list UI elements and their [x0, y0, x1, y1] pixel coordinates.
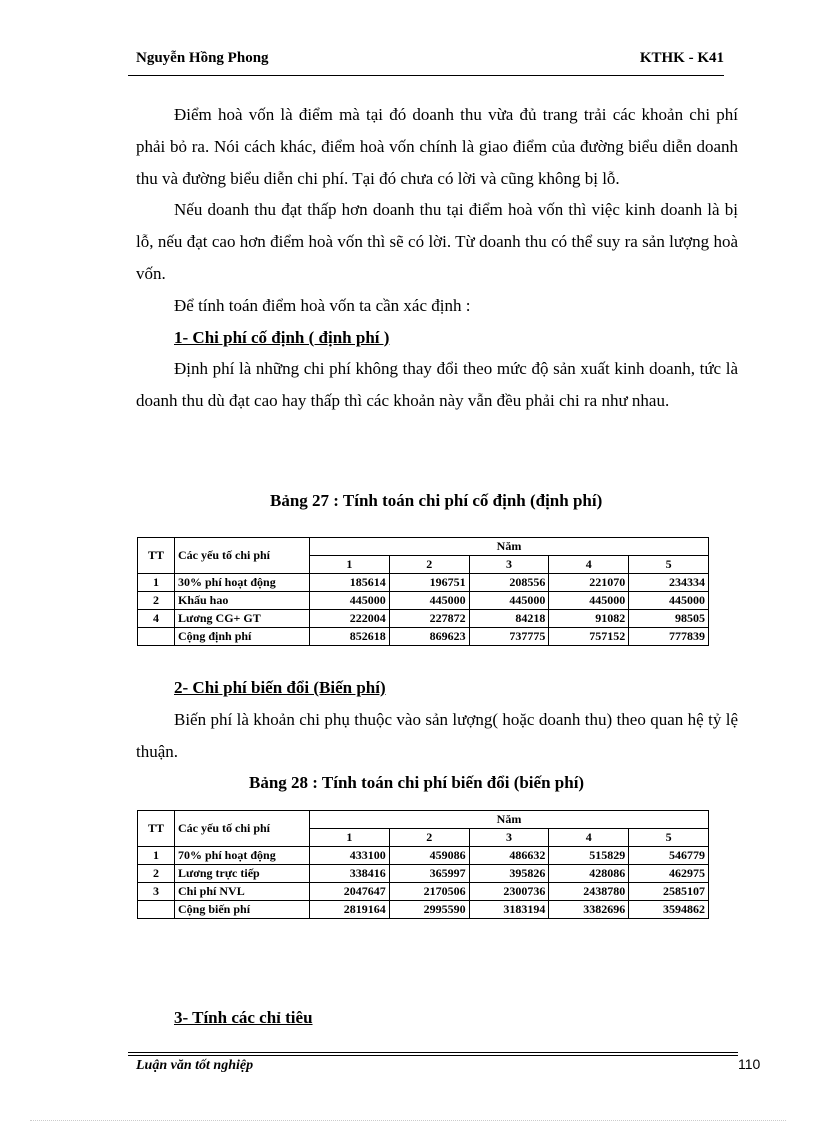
- row-value: 777839: [629, 628, 709, 646]
- section3-heading: 3- Tính các chỉ tiêu: [174, 1008, 313, 1027]
- row-tt: [138, 628, 175, 646]
- row-value: 546779: [629, 847, 709, 865]
- table-row-total: [138, 628, 709, 646]
- row-value: 3382696: [549, 901, 629, 919]
- row-name: Lương CG+ GT: [175, 610, 310, 628]
- class-code: KTHK - K41: [639, 50, 724, 66]
- row-value: 428086: [549, 865, 629, 883]
- table27-year: 3: [469, 556, 549, 574]
- table28-year: 3: [469, 829, 549, 847]
- section3: [136, 1002, 738, 1034]
- section2: [136, 672, 738, 767]
- table-row: [138, 847, 709, 865]
- table28-caption: Bảng 28 : Tính toán chi phí biến đổi (biến phí): [249, 773, 585, 792]
- paragraph-loss-profit: Nếu doanh thu đạt thấp hơn doanh thu tại điểm hoà vốn thì việc kinh doanh là bị lỗ, nếu đạt cao hơn điểm hoà vốn thì sẽ có lời. Từ doanh thu có thể suy ra sản lượng hoà vốn.: [136, 200, 738, 283]
- table27-caption: Bảng 27 : Tính toán chi phí cố định (định phí): [270, 491, 603, 510]
- table28-header-year: Năm: [310, 811, 709, 829]
- row-value: 737775: [469, 628, 549, 646]
- paragraph-requirements: Để tính toán điểm hoà vốn ta cần xác định :: [174, 295, 471, 315]
- table28-year: 2: [389, 829, 469, 847]
- table-row: [138, 865, 709, 883]
- section1-text: Định phí là những chi phí không thay đổi theo mức độ sản xuất kinh doanh, tức là doanh thu dù đạt cao hay thấp thì các khoản này vẫn đều phải chi ra như nhau.: [136, 359, 738, 411]
- table28-year: 1: [310, 829, 390, 847]
- row-value: 462975: [629, 865, 709, 883]
- row-tt: 1: [138, 574, 175, 592]
- row-value: 445000: [469, 592, 549, 610]
- section2-text: Biến phí là khoản chi phụ thuộc vào sản lượng( hoặc doanh thu) theo quan hệ tỷ lệ thuận.: [136, 709, 738, 761]
- row-value: 515829: [549, 847, 629, 865]
- row-value: 757152: [549, 628, 629, 646]
- row-value: 234334: [629, 574, 709, 592]
- row-tt: 2: [138, 592, 175, 610]
- row-value: 486632: [469, 847, 549, 865]
- row-value: 395826: [469, 865, 549, 883]
- row-value: 869623: [389, 628, 469, 646]
- header-rule: [128, 75, 724, 76]
- row-tt: [138, 901, 175, 919]
- row-name: 30% phí hoạt động: [175, 574, 310, 592]
- row-name: 70% phí hoạt động: [175, 847, 310, 865]
- row-value: 445000: [310, 592, 390, 610]
- footer-rule-thin: [128, 1055, 738, 1056]
- row-value: 338416: [310, 865, 390, 883]
- page-number: 110: [738, 1056, 761, 1072]
- row-value: 433100: [310, 847, 390, 865]
- row-value: 852618: [310, 628, 390, 646]
- row-value: 208556: [469, 574, 549, 592]
- row-tt: 2: [138, 865, 175, 883]
- table27-header-name: Các yếu tố chi phí: [175, 538, 310, 574]
- footer-rule: [128, 1052, 738, 1053]
- table27-year: 5: [629, 556, 709, 574]
- table27: [137, 537, 709, 646]
- intro-section: [136, 99, 738, 417]
- row-tt: 3: [138, 883, 175, 901]
- section1-heading: 1- Chi phí cố định ( định phí ): [174, 327, 390, 347]
- row-value: 2819164: [310, 901, 390, 919]
- row-value: 185614: [310, 574, 390, 592]
- row-name: Chi phí NVL: [175, 883, 310, 901]
- table27-header-tt: TT: [138, 538, 175, 574]
- page-edge-divider: [30, 1120, 786, 1121]
- table-row: [138, 610, 709, 628]
- table28-header-name: Các yếu tố chi phí: [175, 811, 310, 847]
- row-name: Cộng định phí: [175, 628, 310, 646]
- row-value: 3183194: [469, 901, 549, 919]
- row-value: 98505: [629, 610, 709, 628]
- row-tt: 4: [138, 610, 175, 628]
- row-name: Cộng biến phí: [175, 901, 310, 919]
- table-row: [138, 592, 709, 610]
- section2-heading: 2- Chi phí biến đổi (Biến phí): [174, 678, 386, 697]
- row-value: 2438780: [549, 883, 629, 901]
- row-name: Lương trực tiếp: [175, 865, 310, 883]
- row-value: 222004: [310, 610, 390, 628]
- row-value: 2300736: [469, 883, 549, 901]
- table-row-total: [138, 901, 709, 919]
- row-value: 365997: [389, 865, 469, 883]
- row-value: 459086: [389, 847, 469, 865]
- author-name: Nguyễn Hồng Phong: [136, 50, 269, 66]
- row-value: 445000: [629, 592, 709, 610]
- row-value: 2047647: [310, 883, 390, 901]
- table28: [137, 810, 709, 919]
- table27-year: 4: [549, 556, 629, 574]
- table28-year: 4: [549, 829, 629, 847]
- paragraph-break-even-definition: Điểm hoà vốn là điểm mà tại đó doanh thu vừa đủ trang trải các khoản chi phí phải bỏ ra. Nói cách khác, điểm hoà vốn chính là giao điểm của đường biểu diễn doanh thu và đường biểu diễn chi phí. Tại đó chưa có lời và cũng không bị lỗ.: [136, 105, 738, 188]
- table27-year: 1: [310, 556, 390, 574]
- row-value: 196751: [389, 574, 469, 592]
- table-row: [138, 883, 709, 901]
- row-name: Khấu hao: [175, 592, 310, 610]
- row-value: 227872: [389, 610, 469, 628]
- table-row: [138, 574, 709, 592]
- row-value: 91082: [549, 610, 629, 628]
- row-value: 2585107: [629, 883, 709, 901]
- row-value: 84218: [469, 610, 549, 628]
- row-value: 2995590: [389, 901, 469, 919]
- table28-header-tt: TT: [138, 811, 175, 847]
- row-value: 445000: [389, 592, 469, 610]
- row-value: 221070: [549, 574, 629, 592]
- table27-year: 2: [389, 556, 469, 574]
- footer-title: Luận văn tốt nghiệp: [136, 1058, 254, 1073]
- row-tt: 1: [138, 847, 175, 865]
- row-value: 445000: [549, 592, 629, 610]
- row-value: 3594862: [629, 901, 709, 919]
- table27-header-year: Năm: [310, 538, 709, 556]
- table28-year: 5: [629, 829, 709, 847]
- row-value: 2170506: [389, 883, 469, 901]
